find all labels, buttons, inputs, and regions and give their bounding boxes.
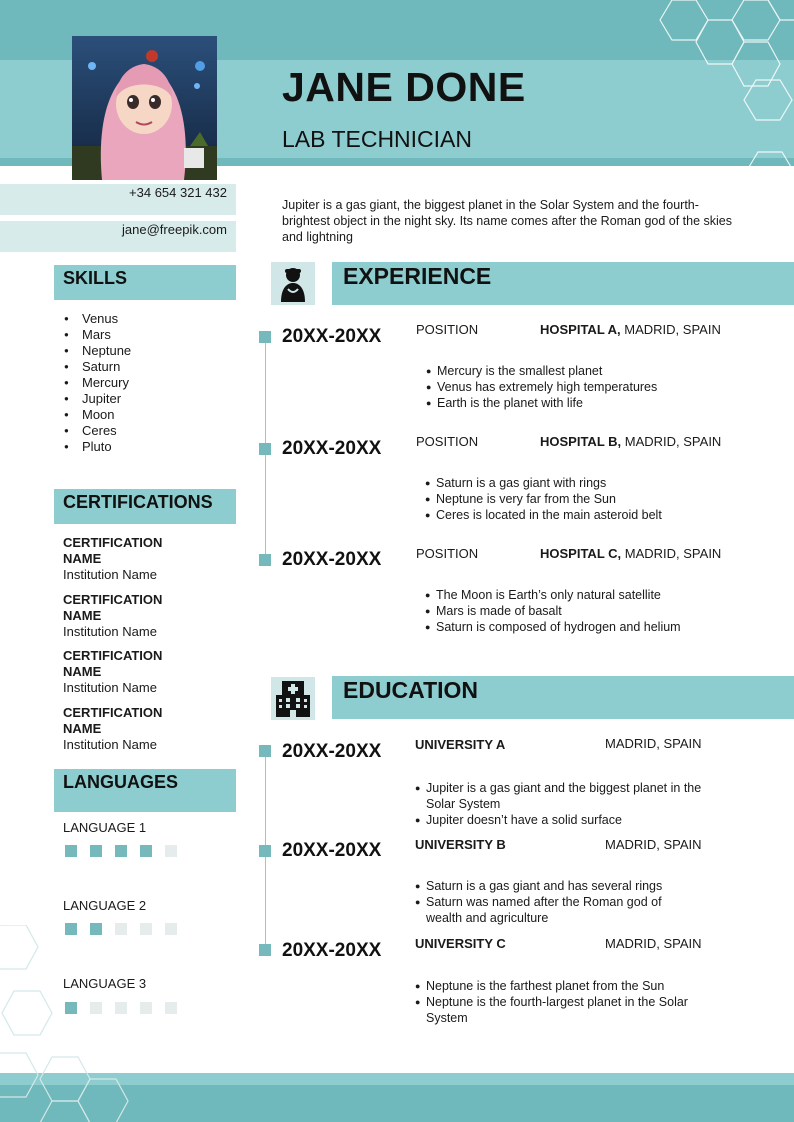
experience-date: 20XX-20XX [282, 549, 382, 570]
experience-location: MADRID, SPAIN [624, 434, 722, 449]
certification-institution: Institution Name [63, 737, 157, 752]
bullet-item: ● The Moon is Earth’s only natural satellite [425, 587, 681, 603]
timeline-marker [259, 745, 271, 757]
bullet-item: ● Saturn is a gas giant with rings [425, 475, 662, 491]
skill-item: ● Mercury [64, 375, 131, 391]
experience-employer: HOSPITAL A, [540, 322, 621, 337]
level-square-filled [65, 845, 77, 857]
certification-item [63, 592, 233, 640]
certification-item [63, 535, 233, 583]
certification-institution: Institution Name [63, 567, 157, 582]
certification-item [63, 648, 233, 696]
languages-heading: LANGUAGES [54, 769, 236, 812]
timeline-marker [259, 331, 271, 343]
bullet-item: ● Neptune is the farthest planet from the Sun [415, 978, 690, 994]
level-square-empty [140, 1002, 152, 1014]
certification-name: CERTIFICATION NAME [63, 648, 163, 679]
skill-item: ● Mars [64, 327, 131, 343]
level-square-empty [115, 1002, 127, 1014]
experience-heading: EXPERIENCE [332, 262, 794, 305]
experience-position: POSITION [416, 434, 479, 449]
experience-employer-line [540, 322, 721, 337]
experience-employer: HOSPITAL B, [540, 434, 622, 449]
skill-item: ● Saturn [64, 359, 131, 375]
bullet-item: ● Venus has extremely high temperatures [426, 379, 657, 395]
experience-icon-box [271, 262, 315, 305]
skill-item: ● Moon [64, 407, 131, 423]
level-square-filled [90, 845, 102, 857]
worker-icon [279, 266, 307, 302]
level-square-filled [115, 845, 127, 857]
education-bullets [415, 878, 690, 926]
certification-name: CERTIFICATION NAME [63, 535, 163, 566]
skill-item: ● Ceres [64, 423, 131, 439]
skill-item: ● Neptune [64, 343, 131, 359]
education-university: UNIVERSITY C [415, 936, 506, 951]
job-title: LAB TECHNICIAN [282, 126, 473, 152]
education-location: MADRID, SPAIN [605, 837, 702, 852]
bullet-item: ● Jupiter doesn’t have a solid surface [415, 812, 705, 828]
experience-bullets [425, 475, 662, 523]
skills-heading: SKILLS [54, 265, 236, 300]
education-bullets [415, 780, 705, 828]
level-square-empty [115, 923, 127, 935]
email-address: jane@freepik.com [0, 221, 236, 252]
experience-location: MADRID, SPAIN [624, 546, 722, 561]
education-location: MADRID, SPAIN [605, 936, 702, 951]
education-location: MADRID, SPAIN [605, 736, 702, 751]
timeline-marker [259, 443, 271, 455]
education-university: UNIVERSITY A [415, 737, 506, 752]
bullet-item: ● Neptune is very far from the Sun [425, 491, 662, 507]
phone-number: +34 654 321 432 [0, 184, 236, 215]
level-square-empty [140, 923, 152, 935]
level-square-filled [65, 1002, 77, 1014]
education-date: 20XX-20XX [282, 741, 382, 762]
bullet-item: ● Neptune is the fourth-largest planet in the Solar System [415, 994, 690, 1026]
language-level [65, 845, 177, 857]
education-icon-box [271, 677, 315, 720]
experience-employer: HOSPITAL C, [540, 546, 622, 561]
language-label: LANGUAGE 2 [63, 898, 147, 913]
level-square-empty [90, 1002, 102, 1014]
bullet-item: ● Mars is made of basalt [425, 603, 681, 619]
level-square-filled [140, 845, 152, 857]
education-date: 20XX-20XX [282, 940, 382, 961]
bullet-item: ● Saturn is composed of hydrogen and helium [425, 619, 681, 635]
experience-position: POSITION [416, 546, 479, 561]
bullet-item: ● Jupiter is a gas giant and the biggest planet in the Solar System [415, 780, 705, 812]
footer-band [0, 1085, 794, 1122]
language-level [65, 1002, 177, 1014]
experience-bullets [426, 363, 657, 411]
education-bullets [415, 978, 690, 1026]
bullet-item: ● Ceres is located in the main asteroid belt [425, 507, 662, 523]
certifications-heading: CERTIFICATIONS [54, 489, 236, 524]
bullet-item: ● Earth is the planet with life [426, 395, 657, 411]
certification-institution: Institution Name [63, 680, 157, 695]
experience-position: POSITION [416, 322, 479, 337]
education-heading: EDUCATION [332, 676, 794, 719]
level-square-filled [90, 923, 102, 935]
skill-item: ● Pluto [64, 439, 131, 455]
skill-item: ● Jupiter [64, 391, 131, 407]
experience-date: 20XX-20XX [282, 326, 382, 347]
timeline-marker [259, 554, 271, 566]
skill-item: ● Venus [64, 311, 131, 327]
timeline-marker [259, 845, 271, 857]
timeline-marker [259, 944, 271, 956]
experience-location: MADRID, SPAIN [624, 322, 721, 337]
footer-band-strip [0, 1073, 794, 1085]
profile-summary: Jupiter is a gas giant, the biggest planet in the Solar System and the fourth-brightest object in the night sky. Its name comes after the Roman god of the skies and lightning [282, 198, 732, 244]
language-level [65, 923, 177, 935]
certification-institution: Institution Name [63, 624, 157, 639]
certification-name: CERTIFICATION NAME [63, 592, 163, 623]
hospital-icon [276, 681, 310, 717]
experience-date: 20XX-20XX [282, 438, 382, 459]
language-label: LANGUAGE 1 [63, 820, 147, 835]
certification-name: CERTIFICATION NAME [63, 705, 163, 736]
language-label: LANGUAGE 3 [63, 976, 147, 991]
experience-employer-line [540, 546, 721, 561]
bullet-item: ● Mercury is the smallest planet [426, 363, 657, 379]
experience-bullets [425, 587, 681, 635]
bullet-item: ● Saturn was named after the Roman god of wealth and agriculture [415, 894, 690, 926]
education-date: 20XX-20XX [282, 840, 382, 861]
education-university: UNIVERSITY B [415, 837, 506, 852]
level-square-empty [165, 845, 177, 857]
level-square-empty [165, 923, 177, 935]
certification-item [63, 705, 233, 753]
candidate-name: JANE DONE [282, 64, 526, 110]
bullet-item: ● Saturn is a gas giant and has several rings [415, 878, 690, 894]
level-square-empty [165, 1002, 177, 1014]
profile-photo [72, 36, 217, 180]
skills-list [64, 311, 131, 455]
experience-employer-line [540, 434, 721, 449]
level-square-filled [65, 923, 77, 935]
